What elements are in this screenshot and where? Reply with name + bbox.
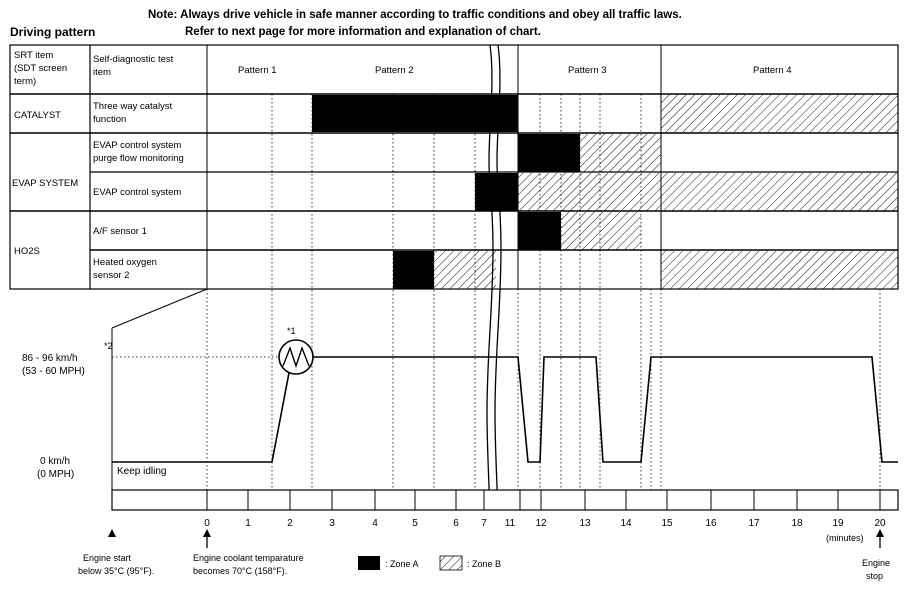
legend-zone-a-label: : Zone A <box>385 559 419 569</box>
keep-idling-label: Keep idling <box>117 466 167 477</box>
diagram-title: Driving pattern <box>10 25 96 39</box>
svg-text:86 - 96 km/h (53 - 60 MPH) <box>22 353 85 377</box>
speed-low-mph: (0 MPH) <box>37 469 75 480</box>
speed-high-kmh: 86 - 96 km/h <box>22 353 78 364</box>
zone-a-evap <box>475 173 518 211</box>
zone-a-af <box>518 212 561 250</box>
time-tick: 13 <box>579 518 591 529</box>
note-line-1: Note: Always drive vehicle in safe manner according to traffic conditions and obey all traffic laws. <box>148 9 682 21</box>
time-tick-labels <box>204 518 886 529</box>
header-self-diag: Self-diagnostic test <box>93 54 174 65</box>
time-tick: 19 <box>832 518 844 529</box>
header-pattern-4: Pattern 4 <box>753 65 792 76</box>
zigzag-marker-circle <box>279 340 313 374</box>
engine-start-line-2: below 35°C (95°F). <box>78 566 155 576</box>
row-item-catalyst-2: function <box>93 114 127 125</box>
row-item-ho2s-1: Heated oxygen <box>93 257 157 268</box>
time-tick: 12 <box>535 518 547 529</box>
speed-low-kmh: 0 km/h <box>40 456 71 467</box>
row-item-evap: EVAP control system <box>93 187 182 198</box>
time-tick: 3 <box>329 518 335 529</box>
svg-text:SRT item (SDT screen t <box>14 50 70 87</box>
group-catalyst: CATALYST <box>14 110 61 121</box>
arrow-up-icon <box>203 529 211 537</box>
zone-b-evap-purge <box>580 134 661 172</box>
time-tick: 0 <box>204 518 210 529</box>
zone-a-evap-purge <box>518 134 580 172</box>
zone-b-evap <box>518 173 898 211</box>
star-1-note: *1 <box>287 326 296 336</box>
zone-a-ho2s <box>393 251 434 289</box>
header-pattern-3: Pattern 3 <box>568 65 607 76</box>
speed-profile-line <box>112 357 898 462</box>
header-srt-item: SRT item <box>14 50 54 61</box>
coolant-line-2: becomes 70°C (158°F). <box>193 566 288 576</box>
time-tick: 14 <box>620 518 632 529</box>
engine-stop-line-2: stop <box>866 571 884 581</box>
row-item-ho2s-2: sensor 2 <box>93 270 130 281</box>
zone-fills <box>312 95 898 289</box>
time-tick: 2 <box>287 518 293 529</box>
zone-b-af <box>561 212 641 250</box>
speed-high-mph: (53 - 60 MPH) <box>22 366 85 377</box>
note-line-2: Refer to next page for more information and explanation of chart. <box>185 26 541 38</box>
time-tick: 6 <box>453 518 459 529</box>
svg-text:Self-diagnostic test item <box>93 54 176 78</box>
zoom-line-left <box>112 289 207 328</box>
zone-b-catalyst <box>661 95 898 132</box>
event-arrows <box>108 529 884 548</box>
time-tick: 20 <box>874 518 886 529</box>
arrow-up-icon <box>876 529 884 537</box>
svg-text:Engine start below 35°C (9 <box>78 553 154 576</box>
svg-text:Engine coolant temparature <box>193 553 306 576</box>
time-tick: 15 <box>661 518 673 529</box>
star-2-note: *2 <box>104 341 113 351</box>
time-tick: 1 <box>245 518 251 529</box>
arrow-up-icon <box>108 529 116 537</box>
time-tick: 18 <box>791 518 803 529</box>
row-item-af-sensor: A/F sensor 1 <box>93 226 147 237</box>
header-pattern-2: Pattern 2 <box>375 65 414 76</box>
svg-text:Engine stop <box>862 558 893 581</box>
time-tick: 7 <box>481 518 487 529</box>
time-tick: 16 <box>705 518 717 529</box>
legend-zone-b-label: : Zone B <box>467 559 502 569</box>
row-item-evap-purge-2: purge flow monitoring <box>93 153 184 164</box>
group-ho2s: HO2S <box>14 246 40 257</box>
svg-text:0 km/h (0 MPH) <box>37 456 74 480</box>
row-item-catalyst-1: Three way catalyst <box>93 101 173 112</box>
svg-text:EVAP control system purge <box>93 140 184 164</box>
time-tick: 11 <box>504 518 516 529</box>
zone-b-ho2s-2 <box>661 251 898 289</box>
header-pattern-1: Pattern 1 <box>238 65 277 76</box>
header-term: term) <box>14 76 37 87</box>
coolant-line-1: Engine coolant temparature <box>193 553 304 563</box>
group-evap-system: EVAP SYSTEM <box>12 178 79 189</box>
header-sdt-screen: (SDT screen <box>14 63 68 74</box>
svg-text:Three way catalyst functio <box>93 101 175 125</box>
zone-b-ho2s-1 <box>434 251 496 289</box>
svg-text:Heated oxygen sensor 2 <box>93 257 160 281</box>
zone-a-catalyst <box>312 95 518 132</box>
time-scale-bar <box>112 490 898 510</box>
legend-zone-b-swatch <box>440 556 462 570</box>
time-guide-lines <box>112 94 880 490</box>
row-item-evap-purge-1: EVAP control system <box>93 140 182 151</box>
minutes-label: (minutes) <box>826 533 864 543</box>
legend-zone-a-swatch <box>358 556 380 570</box>
header-item: item <box>93 67 111 78</box>
engine-stop-line-1: Engine <box>862 558 891 568</box>
time-tick: 4 <box>372 518 378 529</box>
engine-start-line-1: Engine start <box>83 553 132 563</box>
time-tick: 5 <box>412 518 418 529</box>
time-tick: 17 <box>748 518 760 529</box>
